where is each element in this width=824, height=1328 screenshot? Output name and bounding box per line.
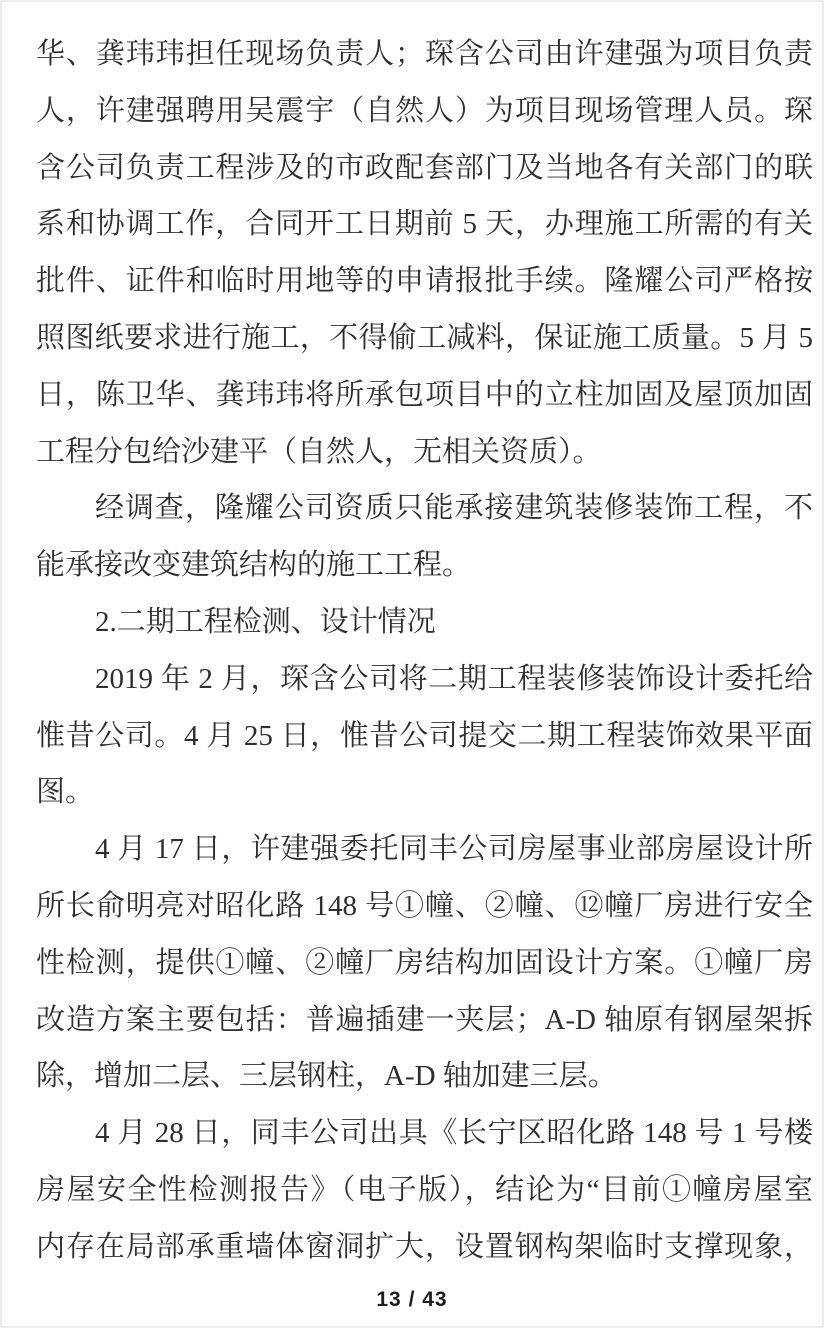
text-line: 照图纸要求进行施工，不得偷工减料，保证施工质量。5 月 5 xyxy=(36,321,813,354)
text-line: 经调查，隆耀公司资质只能承接建筑装修装饰工程，不 xyxy=(95,492,813,525)
text-line: 惟昔公司。4 月 25 日，惟昔公司提交二期工程装饰效果平面 xyxy=(36,719,813,752)
text-line: 4 月 28 日，同丰公司出具《长宁区昭化路 148 号 1 号楼 xyxy=(95,1117,813,1150)
text-line: 内存在局部承重墙体窗洞扩大，设置钢构架临时支撑现象， xyxy=(36,1230,813,1263)
text-line: 工程分包给沙建平（自然人，无相关资质）。 xyxy=(36,435,602,468)
text-line: 除，增加二层、三层钢柱，A-D 轴加建三层。 xyxy=(36,1060,617,1093)
text-line: 2019 年 2 月，琛含公司将二期工程装修装饰设计委托给 xyxy=(95,662,813,695)
text-line: 房屋安全性检测报告》（电子版），结论为“目前①幢房屋室 xyxy=(36,1173,813,1206)
text-line: 所长俞明亮对昭化路 148 号①幢、②幢、⑫幢厂房进行安全 xyxy=(36,889,813,922)
text-line: 系和协调工作，合同开工日期前 5 天，办理施工所需的有关 xyxy=(36,208,813,241)
text-line: 华、龚玮玮担任现场负责人；琛含公司由许建强为项目负责 xyxy=(36,38,813,70)
text-line: 性检测，提供①幢、②幢厂房结构加固设计方案。①幢厂房 xyxy=(36,946,813,979)
text-line: 4 月 17 日，许建强委托同丰公司房屋事业部房屋设计所 xyxy=(95,833,813,866)
document-body xyxy=(36,26,813,1276)
text-line: 人，许建强聘用吴震宇（自然人）为项目现场管理人员。琛 xyxy=(36,94,813,127)
text-line: 批件、证件和临时用地等的申请报批手续。隆耀公司严格按 xyxy=(36,265,813,298)
text-line: 2.二期工程检测、设计情况 xyxy=(95,605,436,638)
text-line: 日，陈卫华、龚玮玮将所承包项目中的立柱加固及屋顶加固 xyxy=(36,378,813,411)
page-footer xyxy=(0,1288,824,1312)
text-line: 含公司负责工程涉及的市政配套部门及当地各有关部门的联 xyxy=(36,151,813,184)
page-indicator: 13 / 43 xyxy=(376,1288,448,1311)
text-line: 能承接改变建筑结构的施工工程。 xyxy=(36,549,472,582)
text-line: 图。 xyxy=(36,776,95,809)
text-line: 改造方案主要包括：普遍插建一夹层；A-D 轴原有钢屋架拆 xyxy=(36,1003,813,1036)
